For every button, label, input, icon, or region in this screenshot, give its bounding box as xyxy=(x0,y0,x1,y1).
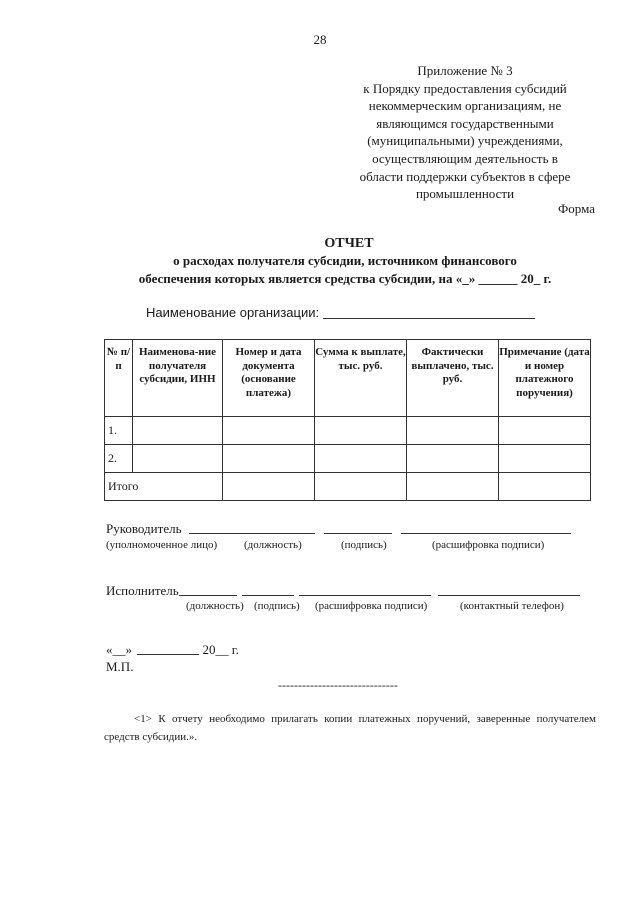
appendix-line: некоммерческим организациям, не xyxy=(368,98,562,114)
separator-line: ------------------------------ xyxy=(278,678,398,692)
date-year: 20__ г. xyxy=(202,642,239,657)
report-table xyxy=(104,339,591,501)
head-caption-position: (должность) xyxy=(244,539,302,551)
appendix-line: области поддержки субъектов в сфере xyxy=(359,168,571,184)
head-decoding-blank[interactable] xyxy=(401,521,571,534)
executor-decoding-blank[interactable] xyxy=(299,583,431,596)
column-header-document: Номер и дата документа (основание платежа) xyxy=(223,340,315,417)
organization-label: Наименование организации: xyxy=(146,305,320,320)
column-header-amount-due: Сумма к выплате, тыс. руб. xyxy=(315,340,407,417)
executor-signature-line xyxy=(106,583,580,599)
row-number-cell: 2. xyxy=(105,445,133,473)
page-number: 28 xyxy=(313,32,327,47)
head-signature-blank[interactable] xyxy=(324,521,392,534)
table-cell[interactable] xyxy=(223,473,315,501)
appendix-line: (муниципальными) учреждениями, xyxy=(367,133,563,149)
table-row xyxy=(105,417,591,445)
executor-caption-decoding: (расшифровка подписи) xyxy=(315,600,428,612)
executor-position-blank[interactable] xyxy=(179,583,237,596)
head-signature-line xyxy=(106,521,571,537)
subtitle-line-2: обеспечения которых является средства субсидии, на «_» ______ 20_ г. xyxy=(138,270,552,286)
table-cell[interactable] xyxy=(499,473,591,501)
head-caption-person: (уполномоченное лицо) xyxy=(106,539,218,551)
executor-caption-phone: (контактный телефон) xyxy=(460,600,564,612)
table-cell[interactable] xyxy=(133,417,223,445)
column-header-note: Примечание (дата и номер платежного поручения) xyxy=(499,340,591,417)
row-number-cell: 1. xyxy=(105,417,133,445)
appendix-line: к Порядку предоставления субсидий xyxy=(363,80,567,96)
table-cell[interactable] xyxy=(499,445,591,473)
table-header-row xyxy=(105,340,591,417)
executor-caption-position: (должность) xyxy=(186,600,244,612)
appendix-line: осуществляющим деятельность в xyxy=(372,150,558,166)
footnote xyxy=(104,710,596,746)
organization-name-line xyxy=(146,305,535,320)
footnote-text: <1> К отчету необходимо прилагать копии платежных поручений, заверенные получателем средств субсидии.». xyxy=(104,713,596,743)
table-cell[interactable] xyxy=(407,473,499,501)
appendix-line: являющимся государственными xyxy=(376,115,554,131)
head-label: Руководитель xyxy=(106,521,182,536)
table-cell[interactable] xyxy=(499,417,591,445)
total-label-cell: Итого xyxy=(105,473,223,501)
head-caption-decoding: (расшифровка подписи) xyxy=(432,539,545,551)
appendix-header xyxy=(330,62,600,203)
date-line xyxy=(106,642,239,658)
date-month-blank[interactable] xyxy=(137,642,199,655)
table-total-row xyxy=(105,473,591,501)
executor-label: Исполнитель xyxy=(106,583,179,598)
table-cell[interactable] xyxy=(315,473,407,501)
column-header-recipient: Наименова-ние получателя субсидии, ИНН xyxy=(133,340,223,417)
table-cell[interactable] xyxy=(315,417,407,445)
table-row xyxy=(105,445,591,473)
report-title: ОТЧЕТ xyxy=(324,236,374,251)
form-label: Форма xyxy=(558,201,595,216)
head-caption-signature: (подпись) xyxy=(341,539,387,551)
report-subtitle xyxy=(95,252,595,287)
table-cell[interactable] xyxy=(407,445,499,473)
column-header-amount-paid: Фактически выплачено, тыс. руб. xyxy=(407,340,499,417)
executor-caption-signature: (подпись) xyxy=(254,600,300,612)
date-day: «__» xyxy=(106,642,132,657)
appendix-line: промышленности xyxy=(415,186,515,202)
subtitle-line-1: о расходах получателя субсидии, источником финансового xyxy=(173,253,517,268)
executor-phone-blank[interactable] xyxy=(438,583,580,596)
organization-blank-field[interactable] xyxy=(323,306,535,319)
executor-signature-blank[interactable] xyxy=(242,583,294,596)
column-header-number: № п/п xyxy=(105,340,133,417)
table-cell[interactable] xyxy=(223,445,315,473)
table-cell[interactable] xyxy=(407,417,499,445)
appendix-line: Приложение № 3 xyxy=(417,63,513,78)
table-cell[interactable] xyxy=(223,417,315,445)
head-person-blank[interactable] xyxy=(189,521,315,534)
table-cell[interactable] xyxy=(133,445,223,473)
stamp-place: М.П. xyxy=(106,659,134,674)
table-cell[interactable] xyxy=(315,445,407,473)
